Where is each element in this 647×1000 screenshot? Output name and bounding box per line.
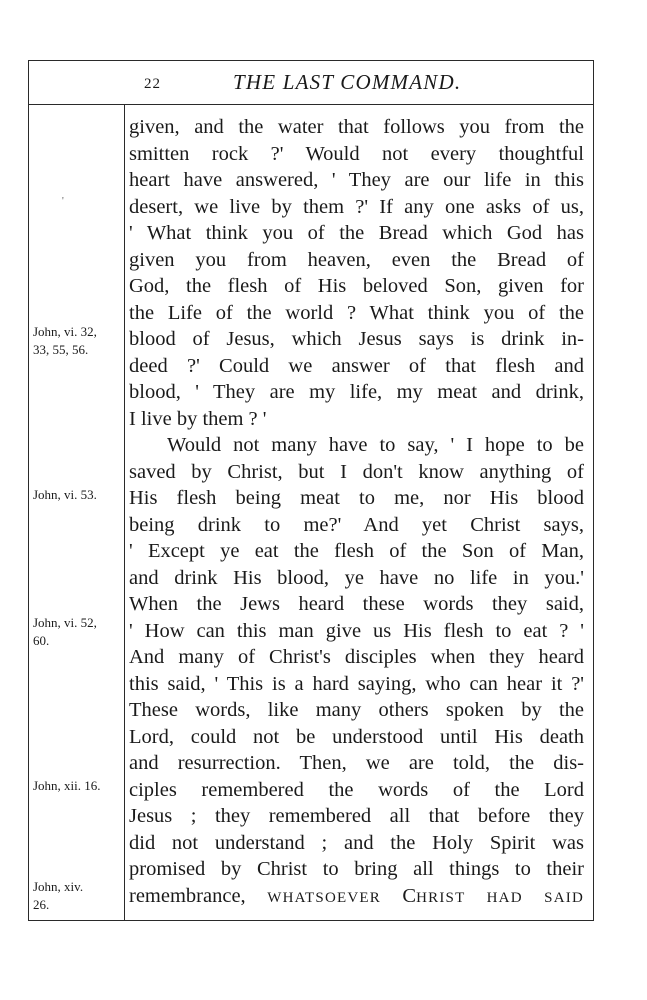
text-line: deed ?' Could we answer of that flesh and: [129, 354, 584, 377]
margin-note-john-6-32: [33, 323, 123, 359]
body-text: [129, 114, 584, 909]
text-line: heart have answered, ' They are our life in this: [129, 169, 584, 191]
text-line: given you from heaven, even the Bread of: [129, 248, 584, 271]
margin-note-line: John, vi. 32,: [33, 324, 97, 339]
final-line-smallcaps: WHATSOEVER: [267, 889, 403, 906]
final-line-christ-capital: C: [402, 884, 417, 907]
text-line: this said, ' This is a hard saying, who can hear it ?': [129, 672, 584, 695]
text-line: These words, like many others spoken by the: [129, 699, 584, 721]
text-line: blood, ' They are my life, my meat and drink,: [129, 381, 584, 403]
text-line: given, and the water that follows you from the: [129, 116, 584, 138]
margin-note-john-12-16: [33, 777, 123, 795]
text-line-final: [129, 883, 584, 910]
text-line: and drink His blood, ye have no life in you.': [129, 566, 584, 589]
text-line: I live by them ? ': [129, 407, 267, 430]
text-line: His flesh being meat to me, nor His blood: [129, 487, 584, 509]
text-line: Would not many have to say, ' I hope to be: [167, 434, 584, 456]
text-line: God, the flesh of His beloved Son, given for: [129, 275, 584, 297]
final-line-christ-rest: HRIST HAD SAID: [416, 889, 584, 906]
stray-mark: ': [62, 196, 64, 207]
margin-note-line: 26.: [33, 897, 50, 912]
margin-rule: [124, 105, 125, 921]
margin-note-john-6-52: [33, 614, 123, 650]
text-line: did not understand ; and the Holy Spirit was: [129, 831, 584, 854]
text-line: the Life of the world ? What think you of the: [129, 301, 584, 324]
text-line: blood of Jesus, which Jesus says is drink in-: [129, 328, 584, 350]
text-line: ciples remembered the words of the Lord: [129, 778, 584, 801]
margin-note-line: John, vi. 53.: [33, 487, 97, 502]
margin-note-john-6-53: [33, 486, 123, 504]
text-line: desert, we live by them ?' If any one asks of us,: [129, 195, 584, 218]
text-line: and resurrection. Then, we are told, the dis-: [129, 752, 584, 774]
text-line: ' What think you of the Bread which God has: [129, 222, 584, 244]
margin-note-line: John, xii. 16.: [33, 778, 101, 793]
running-title: THE LAST COMMAND.: [233, 70, 462, 94]
margin-note-line: 60.: [33, 633, 50, 648]
margin-note-line: John, xiv.: [33, 879, 84, 894]
text-line: And many of Christ's disciples when they heard: [129, 646, 584, 668]
final-line-start: remembrance,: [129, 884, 268, 907]
text-line: being drink to me?' And yet Christ says,: [129, 513, 584, 536]
margin-note-line: 33, 55, 56.: [33, 342, 89, 357]
page-number: 22: [144, 76, 161, 92]
text-line: Lord, could not be understood until His death: [129, 725, 584, 748]
margin-note-line: John, vi. 52,: [33, 615, 97, 630]
text-line: promised by Christ to bring all things to their: [129, 858, 584, 880]
text-line: ' How can this man give us His flesh to eat ? ': [129, 619, 584, 642]
text-line: When the Jews heard these words they said,: [129, 593, 584, 615]
text-line: ' Except ye eat the flesh of the Son of Man,: [129, 540, 584, 562]
text-line: Jesus ; they remembered all that before they: [129, 805, 584, 827]
text-line: smitten rock ?' Would not every thoughtful: [129, 142, 584, 165]
margin-note-john-14-26: [33, 878, 123, 914]
running-header: [28, 60, 594, 105]
text-line: saved by Christ, but I don't know anything of: [129, 460, 584, 483]
